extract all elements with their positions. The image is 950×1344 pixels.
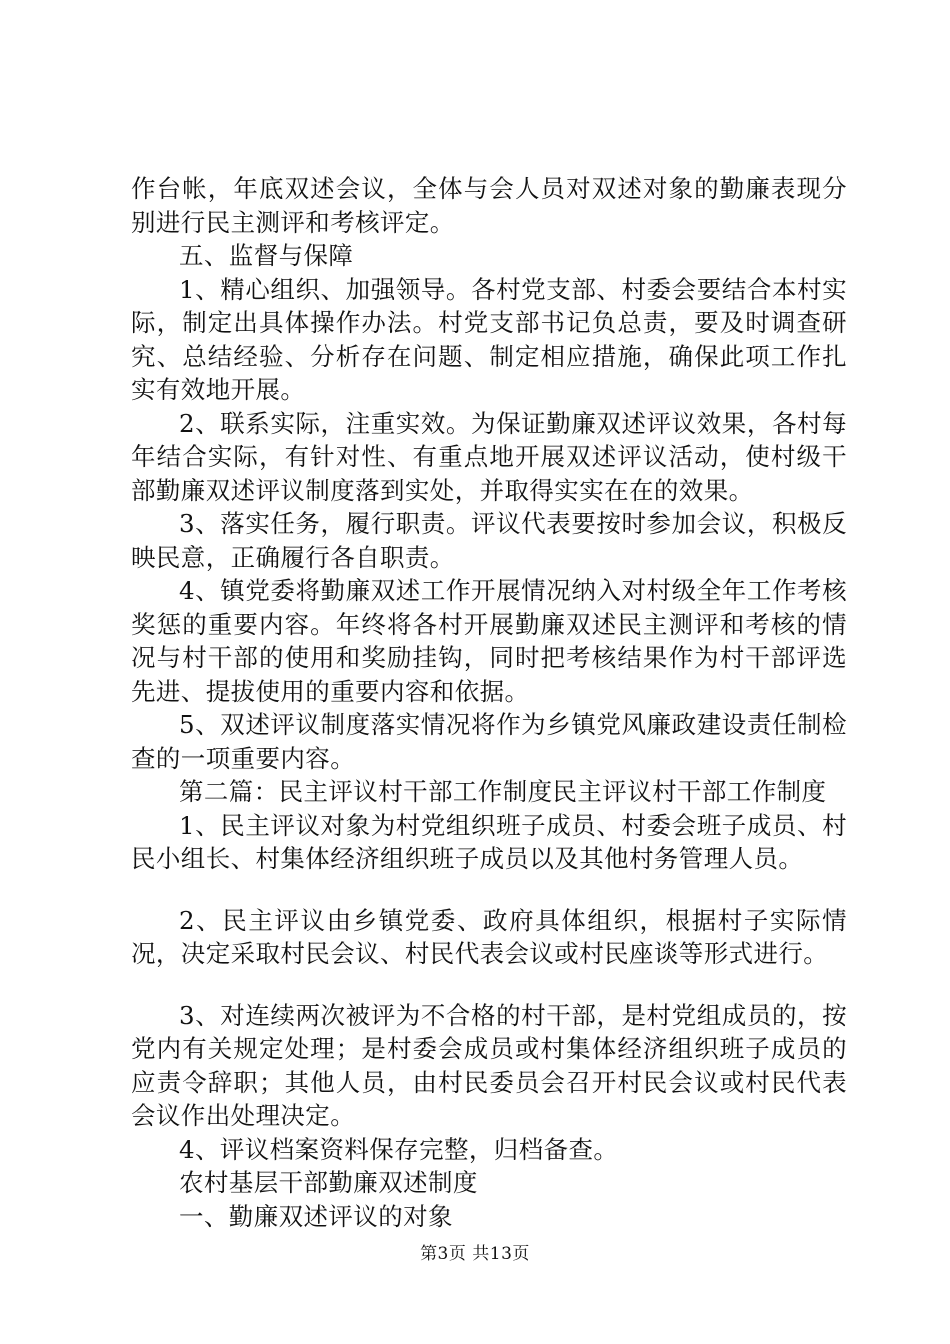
paragraph: 4、镇党委将勤廉双述工作开展情况纳入对村级全年工作考核奖惩的重要内容。年终将各村开展勤廉双述民主测评和考核的情况与村干部的使用和奖励挂钩，同时把考核结果作为村干部评选先进、提拔使用的重要内容和依据。 (131, 576, 847, 706)
paragraph: 3、落实任务，履行职责。评议代表要按时参加会议，积极反映民意，正确履行各自职责。 (131, 509, 847, 572)
paragraph: 2、联系实际，注重实效。为保证勤廉双述评议效果，各村每年结合实际，有针对性、有重点地开展双述评议活动，使村级干部勤廉双述评议制度落到实处，并取得实实在在的效果。 (131, 408, 847, 505)
paragraph: 5、双述评议制度落实情况将作为乡镇党风廉政建设责任制检查的一项重要内容。 (131, 710, 847, 773)
section-heading: 五、监督与保障 (179, 241, 354, 270)
paragraph: 3、对连续两次被评为不合格的村干部，是村党组成员的，按党内有关规定处理；是村委会成员或村集体经济组织班子成员的应责令辞职；其他人员，由村民委员会召开村民会议或村民代表会议作出处理决定。 (131, 1000, 847, 1130)
paragraph: 4、评议档案资料保存完整，归档备查。 (179, 1134, 619, 1164)
paragraph: 2、民主评议由乡镇党委、政府具体组织，根据村子实际情况，决定采取村民会议、村民代表会议或村民座谈等形式进行。 (131, 905, 847, 968)
chapter-heading: 第二篇：民主评议村干部工作制度民主评议村干部工作制度 (179, 777, 827, 806)
paragraph: 1、民主评议对象为村党组织班子成员、村委会班子成员、村民小组长、村集体经济组织班子成员以及其他村务管理人员。 (131, 810, 847, 873)
section-heading: 一、勤廉双述评议的对象 (179, 1201, 453, 1231)
page-footer: 第3页 共13页 (420, 1244, 530, 1264)
paragraph: 作台帐，年底双述会议，全体与会人员对双述对象的勤廉表现分别进行民主测评和考核评定。 (131, 174, 847, 237)
section-title: 农村基层干部勤廉双述制度 (179, 1168, 478, 1197)
paragraph: 1、精心组织、加强领导。各村党支部、村委会要结合本村实际，制定出具体操作办法。村党支部书记负总责，要及时调查研究、总结经验、分析存在问题、制定相应措施，确保此项工作扎实有效地开展。 (131, 274, 847, 404)
document-body (131, 172, 847, 1233)
